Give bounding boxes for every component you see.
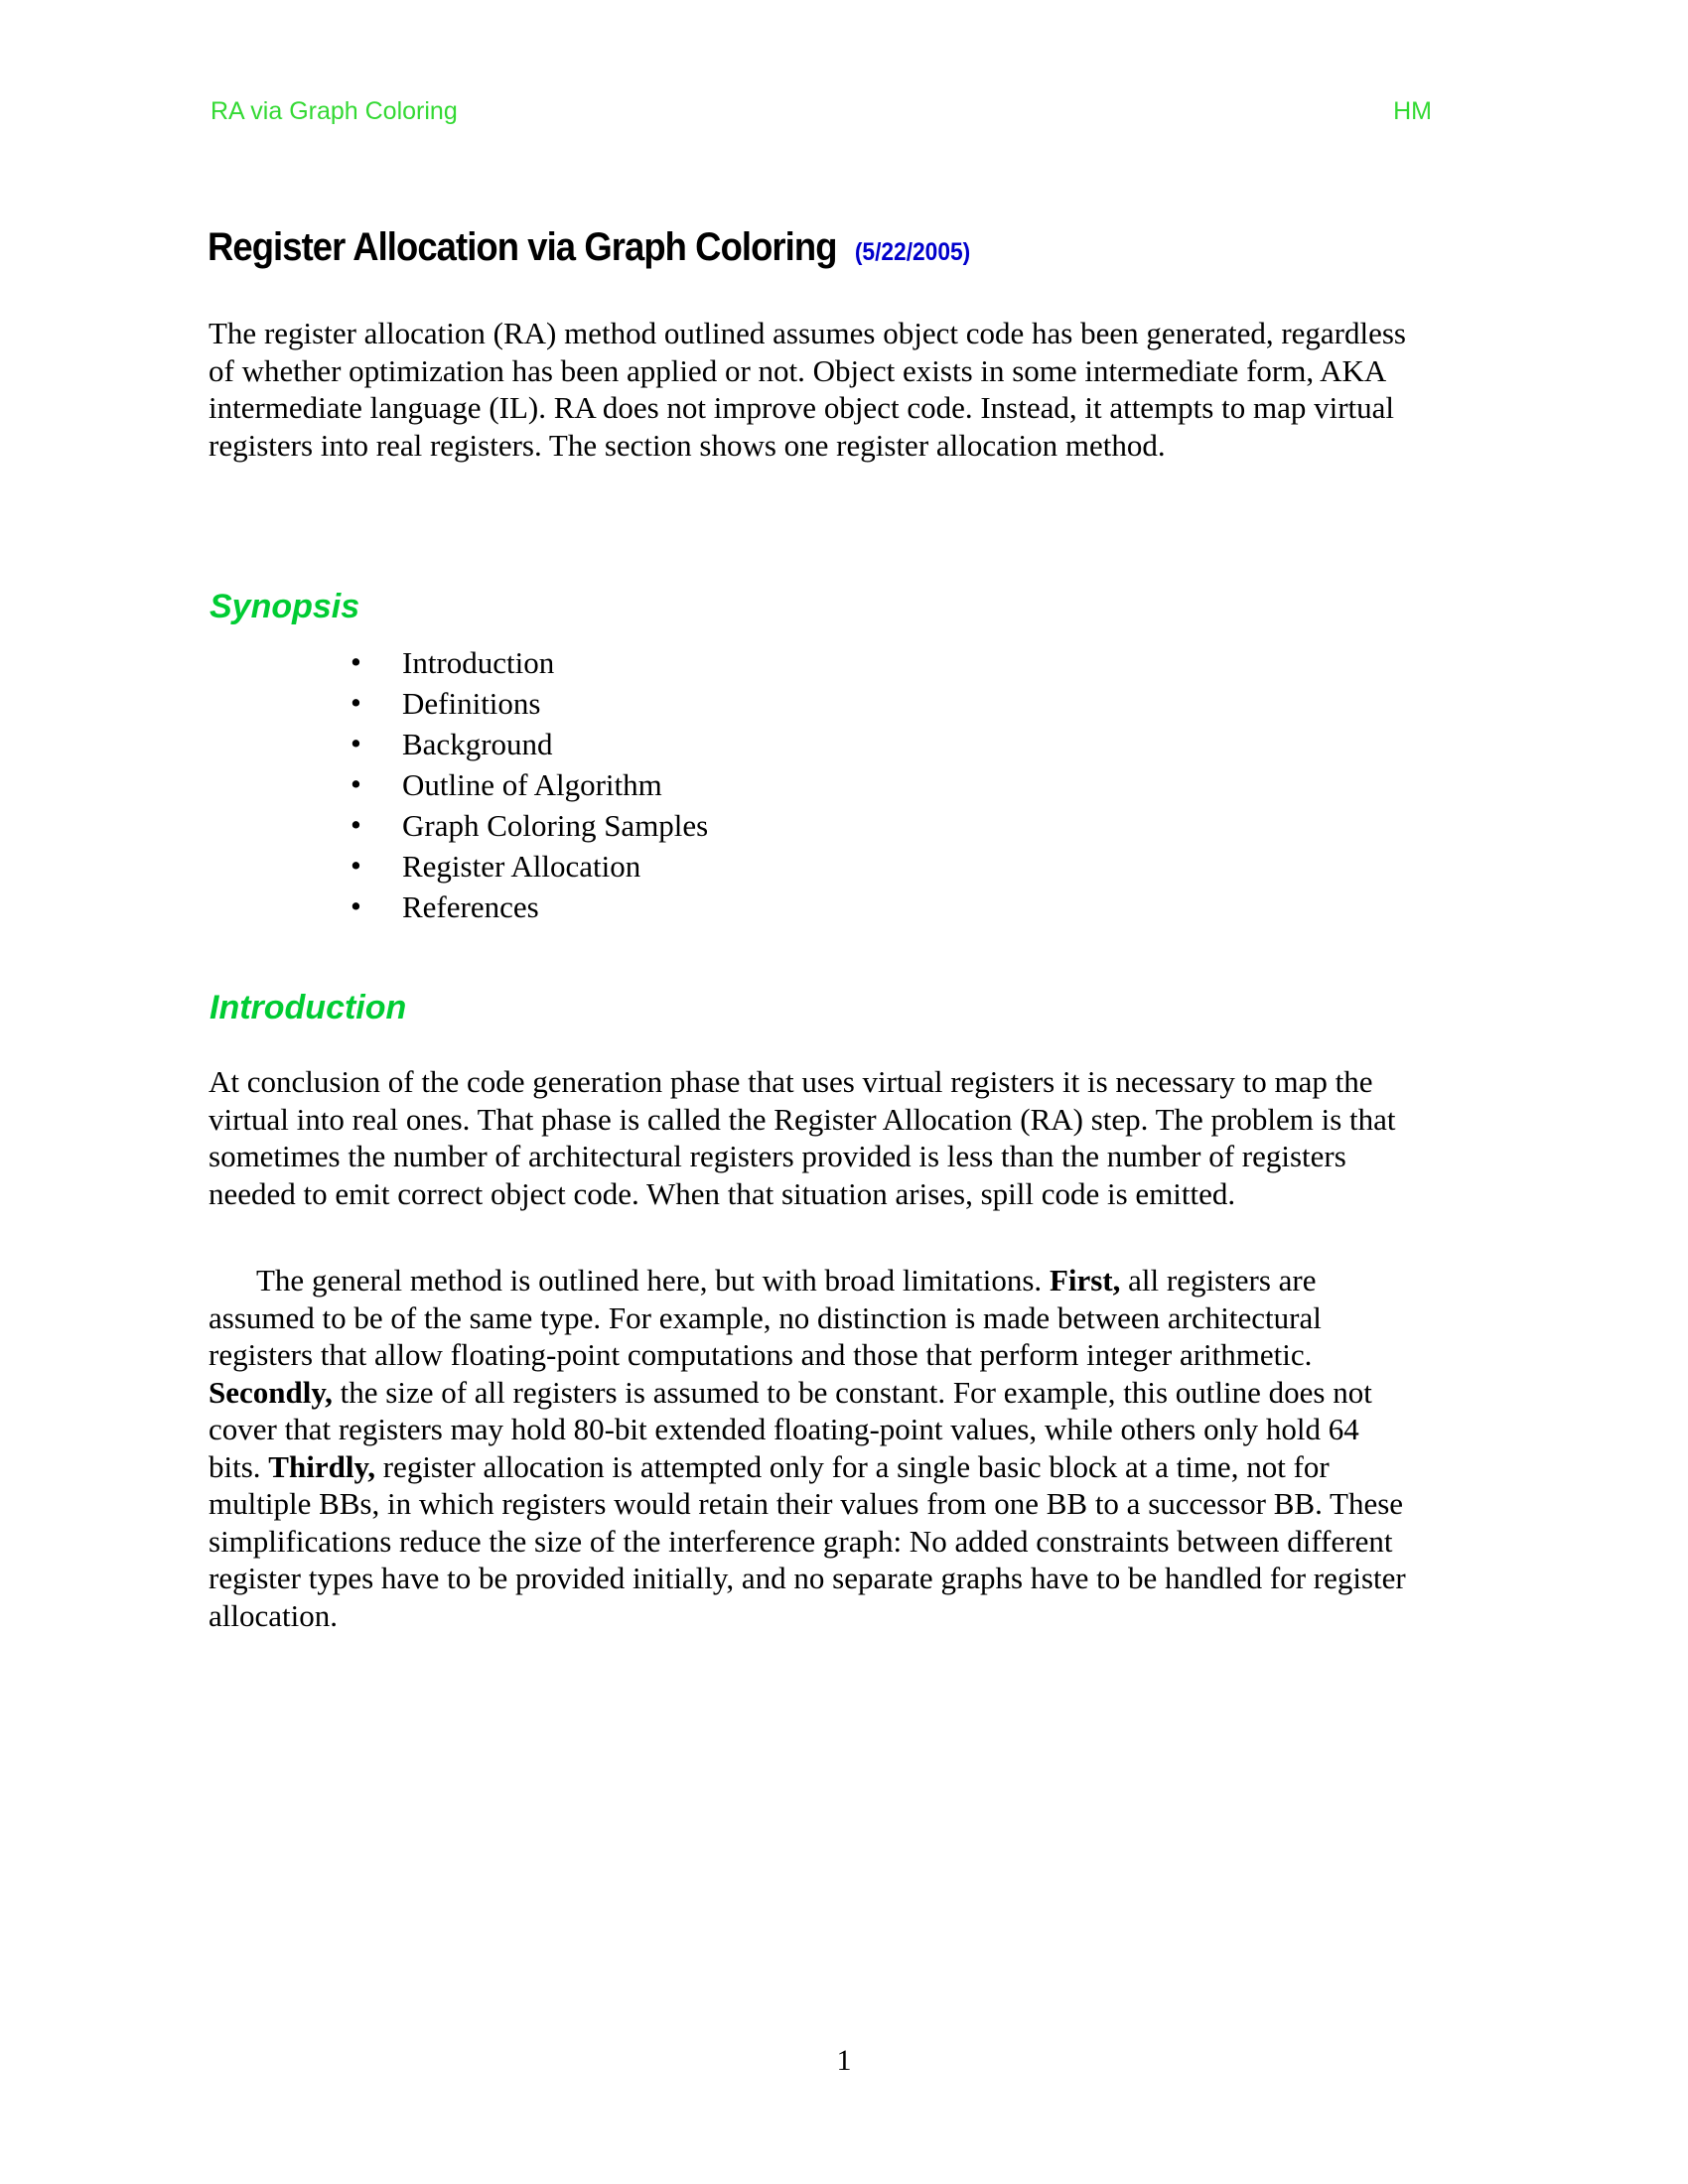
list-item [209, 642, 1301, 683]
bold-word-thirdly: Thirdly, [268, 1448, 375, 1484]
bullet-icon: • [351, 726, 361, 760]
bold-word-first: First, [1049, 1263, 1121, 1297]
document-title-text: Register Allocation via Graph Coloring [208, 225, 837, 269]
opening-paragraph: The register allocation (RA) method outlined assumes object code has been generated, regardless of whether optimization has been applied or not. Object exists in some intermediate form, AKA intermediate language (IL). RA does not improve object code. Instead, it attempts to map virtual registers into real registers. The section shows one register allocation method. [209, 316, 1406, 463]
paragraph-segment: the size of all registers is assumed to be constant. For example, this outline does not cover that registers may hold 80-bit extended floating-point values, while others only hold 64 bits. [209, 1374, 1372, 1484]
paragraph-segment: register allocation is attempted only for a single basic block at a time, not for multiple BBs, in which registers would retain their values from one BB to a successor BB. These simplifications reduce the size of the interference graph: No added constraints between different register types have to be provided initially, and no separate graphs have to be handled for register allocation. [209, 1448, 1406, 1633]
list-item [209, 805, 1301, 846]
list-item-label: Register Allocation [402, 849, 641, 884]
bullet-icon: • [351, 888, 361, 923]
page-header [211, 96, 1432, 126]
bullet-icon: • [351, 807, 361, 842]
synopsis-bullet-list [209, 642, 1301, 927]
paragraph-segment: all registers are assumed to be of the same type. For example, no distinction is made between architectural registers that allow floating-point computations and those that perform integer arithmetic. [209, 1263, 1322, 1372]
list-item-label: Introduction [402, 645, 555, 680]
paragraph-segment: The general method is outlined here, but with broad limitations. [256, 1263, 1050, 1297]
bullet-icon: • [351, 644, 361, 679]
bold-word-secondly: Secondly, [209, 1374, 333, 1410]
list-item-label: Definitions [402, 686, 541, 721]
list-item-label: Background [402, 727, 553, 761]
page-number: 1 [836, 2044, 852, 2077]
list-item [209, 887, 1301, 927]
list-item-label: References [402, 889, 539, 924]
document-title [208, 225, 970, 274]
introduction-heading: Introduction [210, 989, 407, 1026]
header-right-initials: HM [1393, 97, 1432, 125]
bullet-icon: • [351, 766, 361, 801]
introduction-paragraph-2 [209, 1262, 1418, 1634]
list-item-label: Outline of Algorithm [402, 767, 662, 802]
header-left-text: RA via Graph Coloring [211, 97, 458, 125]
bullet-icon: • [351, 848, 361, 883]
bullet-icon: • [351, 685, 361, 720]
list-item [209, 846, 1301, 887]
list-item [209, 724, 1301, 764]
list-item-label: Graph Coloring Samples [402, 808, 709, 843]
introduction-paragraph-1: At conclusion of the code generation phase that uses virtual registers it is necessary to map the virtual into real ones. That phase is called the Register Allocation (RA) step. The problem is that sometimes the number of architectural registers provided is less than the number of registers needed to emit correct object code. When that situation arises, spill code is emitted. [209, 1064, 1396, 1211]
document-title-date: (5/22/2005) [854, 238, 971, 266]
synopsis-heading: Synopsis [210, 588, 360, 625]
list-item [209, 683, 1301, 724]
list-item [209, 764, 1301, 805]
